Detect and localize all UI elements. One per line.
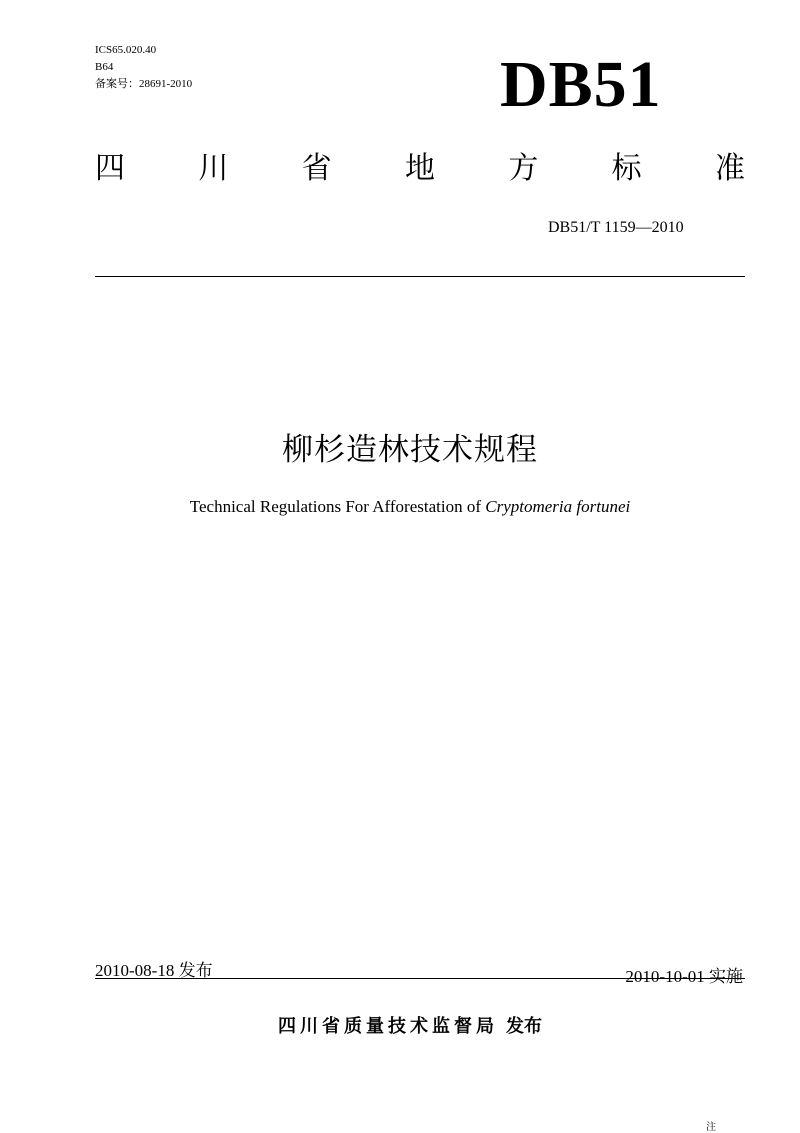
classification-block <box>95 42 192 93</box>
header-title-char: 地 <box>404 151 435 186</box>
publisher-org: 四川省质量技术监督局 <box>278 1016 498 1037</box>
footer-note: 注 <box>706 1122 716 1133</box>
publisher-line <box>0 1012 800 1038</box>
header-title-char: 省 <box>301 151 332 186</box>
header-title-char: 标 <box>611 151 642 186</box>
header-title-char: 方 <box>508 151 539 186</box>
standard-number: DB51/T 1159—2010 <box>548 219 684 236</box>
standard-logo: DB51 <box>500 48 662 121</box>
bottom-divider <box>95 978 745 979</box>
header-title <box>95 146 745 192</box>
document-title: 柳杉造林技术规程 <box>282 432 538 468</box>
english-title-text: Technical Regulations For Afforestation of <box>189 497 486 516</box>
ics-code: ICS65.020.40 <box>95 44 157 56</box>
header-title-char: 四 <box>95 151 125 186</box>
header-title-char: 川 <box>198 151 229 186</box>
implementation-date: 2010-10-01 实施 <box>625 967 743 986</box>
english-title <box>0 497 800 517</box>
publisher-action: 发布 <box>506 1016 542 1037</box>
ccs-code: B64 <box>95 61 114 73</box>
issue-date: 2010-08-18 发布 <box>95 961 213 980</box>
filing-number: 备案号：28691-2010 <box>95 78 193 90</box>
header-title-char: 准 <box>714 151 745 186</box>
top-divider <box>95 276 745 277</box>
species-name: Cryptomeria fortunei <box>485 497 631 516</box>
